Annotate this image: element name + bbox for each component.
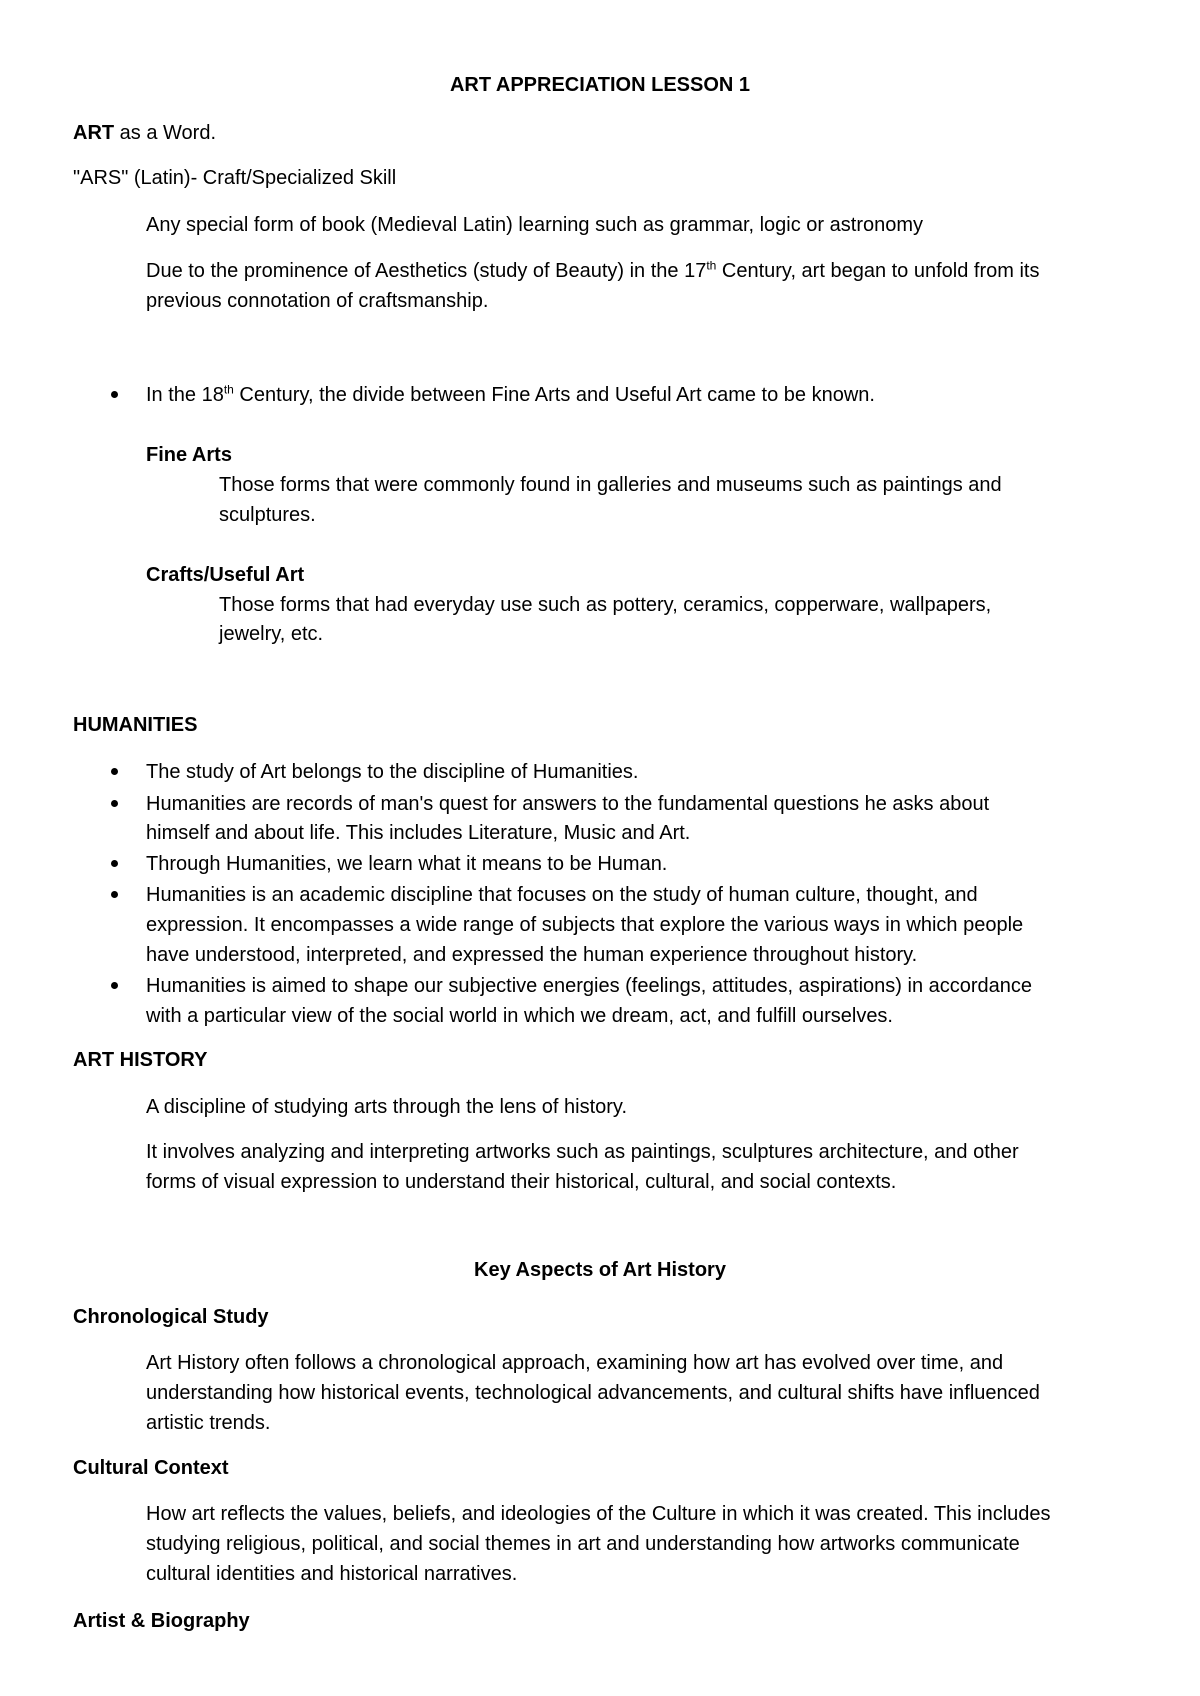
chronological-study-heading: Chronological Study xyxy=(73,1306,269,1328)
cultural-line-1: How art reflects the values, beliefs, and ideologies of the Culture in which it was created. This includes xyxy=(146,1503,1051,1525)
humanities-bullet-5-line-2: with a particular view of the social world in which we dream, act, and fulfill ourselves. xyxy=(146,1005,893,1027)
cultural-line-3: cultural identities and historical narratives. xyxy=(146,1563,518,1585)
fine-arts-line-1: Those forms that were commonly found in galleries and museums such as paintings and xyxy=(219,474,1002,496)
art-word-line xyxy=(73,118,216,148)
artist-biography-heading: Artist & Biography xyxy=(73,1610,250,1632)
superscript: th xyxy=(706,258,717,273)
crafts-heading: Crafts/Useful Art xyxy=(146,564,305,586)
ars-paragraph-2-line-1 xyxy=(146,256,1039,286)
superscript: th xyxy=(223,382,234,397)
bullet-icon xyxy=(111,800,118,807)
text-run: Due to the prominence of Aesthetics (study of Beauty) in the 17 xyxy=(146,260,707,282)
art-history-paragraph-2-line-1: It involves analyzing and interpreting artworks such as paintings, sculptures architecture, and other xyxy=(146,1141,1019,1163)
art-word-rest: as a Word. xyxy=(114,122,217,144)
humanities-bullet-3: Through Humanities, we learn what it means to be Human. xyxy=(146,853,668,875)
humanities-heading: HUMANITIES xyxy=(73,714,198,736)
bullet-icon xyxy=(111,860,118,867)
crafts-line-1: Those forms that had everyday use such as pottery, ceramics, copperware, wallpapers, xyxy=(219,594,992,616)
bullet-icon xyxy=(111,891,118,898)
humanities-bullet-5-line-1: Humanities is aimed to shape our subjective energies (feelings, attitudes, aspirations) in accordance xyxy=(146,975,1033,997)
page-title: ART APPRECIATION LESSON 1 xyxy=(449,74,751,96)
chronological-line-1: Art History often follows a chronological approach, examining how art has evolved over time, and xyxy=(146,1352,1004,1374)
cultural-line-2: studying religious, political, and social themes in art and understanding how artworks communicate xyxy=(146,1533,1020,1555)
ars-paragraph-2-line-2: previous connotation of craftsmanship. xyxy=(146,290,489,312)
art-history-heading: ART HISTORY xyxy=(73,1049,208,1071)
bullet-icon xyxy=(111,391,118,398)
bullet-icon xyxy=(111,982,118,989)
text-run: In the 18 xyxy=(146,384,224,406)
chronological-line-3: artistic trends. xyxy=(146,1412,271,1434)
humanities-bullet-4-line-1: Humanities is an academic discipline that focuses on the study of human culture, thought, and xyxy=(146,884,978,906)
art-term: ART xyxy=(73,122,115,144)
century18-line xyxy=(146,380,875,410)
bullet-icon xyxy=(111,768,118,775)
text-run: Century, art began to unfold from its xyxy=(716,260,1040,282)
crafts-line-2: jewelry, etc. xyxy=(219,623,324,645)
key-aspects-heading: Key Aspects of Art History xyxy=(474,1259,726,1281)
ars-paragraph-1: Any special form of book (Medieval Latin) learning such as grammar, logic or astronomy xyxy=(146,214,924,236)
ars-line: "ARS" (Latin)- Craft/Specialized Skill xyxy=(73,167,397,189)
art-history-paragraph-1: A discipline of studying arts through the lens of history. xyxy=(146,1096,628,1118)
fine-arts-line-2: sculptures. xyxy=(219,504,316,526)
fine-arts-heading: Fine Arts xyxy=(146,444,232,466)
humanities-bullet-1: The study of Art belongs to the discipline of Humanities. xyxy=(146,761,639,783)
chronological-line-2: understanding how historical events, technological advancements, and cultural shifts have influenced xyxy=(146,1382,1040,1404)
humanities-bullet-4-line-3: have understood, interpreted, and expressed the human experience throughout history. xyxy=(146,944,918,966)
humanities-bullet-2-line-1: Humanities are records of man's quest for answers to the fundamental questions he asks about xyxy=(146,793,990,815)
cultural-context-heading: Cultural Context xyxy=(73,1457,229,1479)
art-history-paragraph-2-line-2: forms of visual expression to understand their historical, cultural, and social contexts. xyxy=(146,1171,897,1193)
text-run: Century, the divide between Fine Arts and Useful Art came to be known. xyxy=(233,384,875,406)
humanities-bullet-4-line-2: expression. It encompasses a wide range of subjects that explore the various ways in which people xyxy=(146,914,1024,936)
humanities-bullet-2-line-2: himself and about life. This includes Literature, Music and Art. xyxy=(146,822,691,844)
